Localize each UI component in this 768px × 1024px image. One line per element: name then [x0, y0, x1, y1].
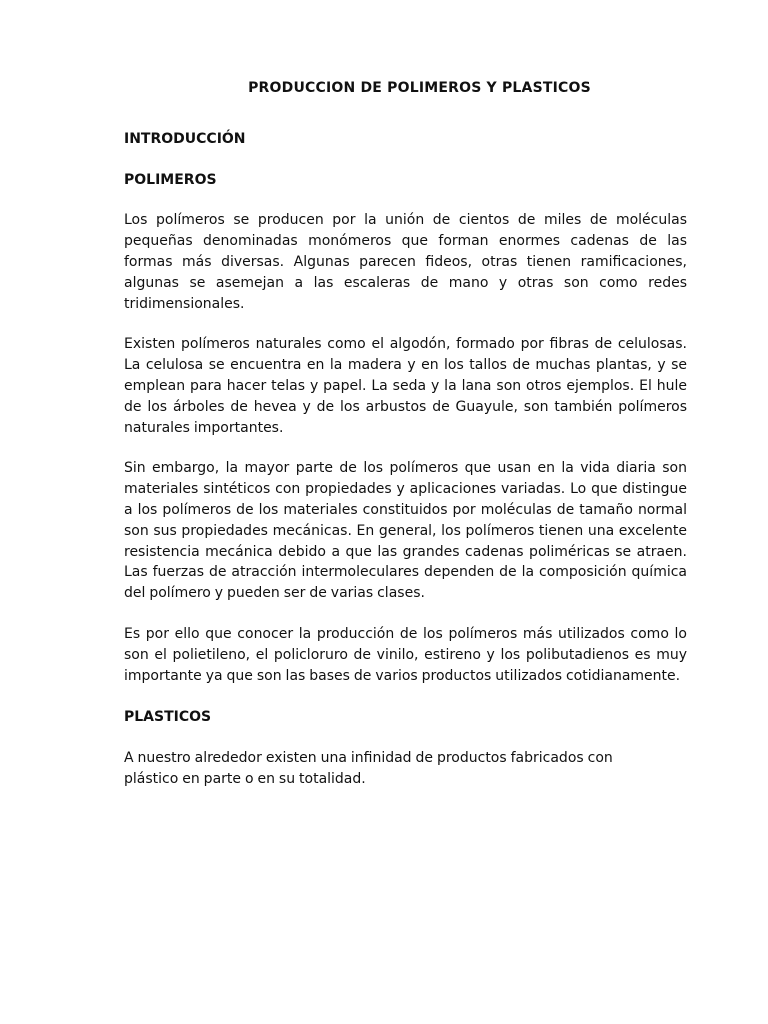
paragraph-polimeros-4: Es por ello que conocer la producción de los polímeros más utilizados como lo son el polietileno, el policloruro de vinilo, estireno y los polibutadienos es muy importante ya que son las bases de varios productos utilizados cotidianamente. [124, 625, 687, 684]
paragraph-polimeros-3: Sin embargo, la mayor parte de los polímeros que usan en la vida diaria son materiales sintéticos con propiedades y aplicaciones variadas. Lo que distingue a los polímeros de los materiales constituidos por moléculas de tamaño normal son sus propiedades mecánicas. En general, los polímeros tienen una excelente resistencia mecánica debido a que las grandes cadenas poliméricas se atraen. Las fuerzas de atracción intermoleculares dependen de la composición química del polímero y pueden ser de varias clases. [124, 460, 687, 602]
paragraph-plasticos-1: A nuestro alrededor existen una infinidad de productos fabricados con plástico en parte o en su totalidad. [124, 750, 613, 787]
heading-introduccion: INTRODUCCIÓN [124, 130, 246, 147]
document-title: PRODUCCION DE POLIMEROS Y PLASTICOS [248, 80, 591, 96]
paragraph-polimeros-1: Los polímeros se producen por la unión de cientos de miles de moléculas pequeñas denominadas monómeros que forman enormes cadenas de las formas más diversas. Algunas parecen fideos, otras tienen ramificaciones, algunas se asemejan a las escaleras de mano y otras son como redes tridimensionales. [124, 212, 687, 312]
paragraph-polimeros-2: Existen polímeros naturales como el algodón, formado por fibras de celulosas. La celulosa se encuentra en la madera y en los tallos de muchas plantas, y se emplean para hacer telas y papel. La seda y la lana son otros ejemplos. El hule de los árboles de hevea y de los arbustos de Guayule, son también polímeros naturales importantes. [124, 336, 687, 436]
heading-plasticos: PLASTICOS [124, 709, 212, 726]
heading-polimeros: POLIMEROS [124, 171, 217, 188]
